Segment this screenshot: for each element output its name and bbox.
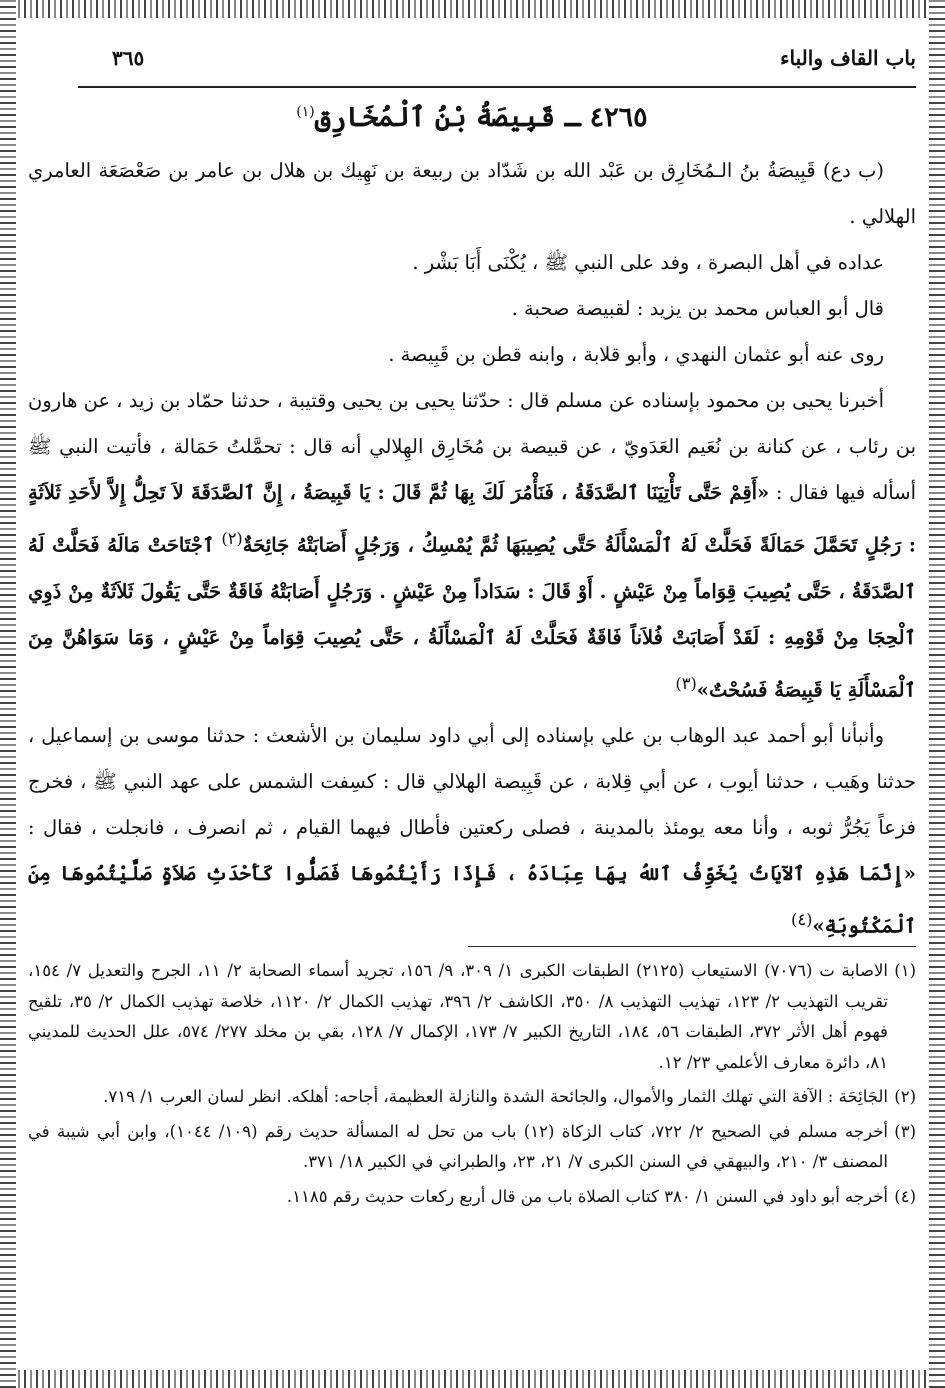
page-border-bottom bbox=[0, 1370, 945, 1388]
footnote-2-text: الجَائِحَة : الآفة التي تهلك الثمار والأموال، والجائحة الشدة والنازلة العظيمة، أجاحه: أهلكه. انظر لسان العرب ١/ ٧١٩. bbox=[103, 1087, 888, 1106]
footnote-ref-3: (٣) bbox=[675, 673, 697, 693]
page-number: ٣٦٥ bbox=[112, 46, 145, 70]
footnotes bbox=[28, 956, 916, 1216]
narrators-paragraph: روى عنه أبو عثمان النهدي ، وأبو قلابة ، وابنه قطن بن قَبِيصة . bbox=[388, 343, 884, 366]
entry-title bbox=[28, 102, 916, 133]
footnote-3-mark: (٣) bbox=[894, 1121, 916, 1141]
hadith-2-paragraph bbox=[28, 713, 916, 950]
entry-title-text: ٤٢٦٥ ـ قَبِيصَةُ بْنُ ٱلْمُخَارِق bbox=[314, 102, 648, 133]
footnote-separator bbox=[468, 946, 916, 947]
hadith-1-matn-continued: ٱجْتَاحَتْ مَالَهُ فَحَلَّتْ لَهُ ٱلصَّدَقَةُ ، حَتَّى يُصِيبَ قِوَاماً مِنْ عَيْشٍ . أَوْ قَالَ : سَدَاداً مِنْ عَيْشٍ . وَرَجُلٍ أَصَابَتْهُ فَاقَةٌ حَتَّى يَقُولَ ثَلاَثَةٌ مِنْ ذَوِي ٱلْحِجَا مِنْ قَوْمِهِ : لَقَدْ أَصَابَتْ فُلاَناً فَاقَةٌ فَحَلَّتْ لَهُ ٱلْمَسْأَلَةُ ، حَتَّى يُصِيبَ قِوَاماً مِنْ عَيْشٍ ، وَمَا سَوَاهُنَّ مِنَ ٱلْمَسْأَلَةِ يَا قَبِيصَةُ فَسُحْتٌ» bbox=[28, 533, 916, 701]
footnote-3 bbox=[28, 1117, 916, 1178]
header-rule bbox=[78, 86, 916, 88]
footnote-ref-2: (٢) bbox=[221, 529, 243, 548]
hadith-2-matn: «إِنَّمَا هَذِهِ ٱلآيَاتُ يُخَوِّفُ ٱللهُ بِهَا عِبَادَهُ ، فَإِذَا رَأَيْتُمُوهَا فَصَلُّوا كَأَحْدَثِ صَلاَةٍ صَلَّيْتُمُوهَا مِنَ ٱلْمَكْتُوبَةِ» bbox=[28, 862, 916, 938]
entry-body bbox=[28, 148, 916, 950]
footnote-2-mark: (٢) bbox=[894, 1087, 916, 1106]
chapter-title: باب القاف والباء bbox=[780, 46, 916, 70]
footnote-2 bbox=[28, 1082, 916, 1113]
footnote-ref-1: (١) bbox=[296, 104, 315, 120]
page-border-right bbox=[929, 0, 945, 1388]
hadith-2-isnad: وأنبأنا أبو أحمد عبد الوهاب بن علي بإسناده إلى أبي داود سليمان بن الأشعث : حدثنا موسى بن إسماعيل ، حدثنا وهَيب ، حدثنا أيوب ، عن أبي قِلابة ، عن قَبِيصة الهلالي قال : كسِفت الشمس على عهد النبي ﷺ ، فخرج فزعاً يَجُرُّ ثوبه ، وأنا معه يومئذ بالمدينة ، فصلى ركعتين فأطال فيهما القيام ، ثم انصرف ، فانجلت ، فقال : bbox=[28, 724, 916, 839]
footnote-4 bbox=[28, 1182, 916, 1213]
footnote-3-text: أخرجه مسلم في الصحيح ٢/ ٧٢٢، كتاب الزكاة (١٢) باب من تحل له المسألة حديث رقم (١٠٩/ ١٠٤٤)، وابن أبي شيبة في المصنف ٣/ ٢١٠، والبيهقي في السنن الكبرى ٧/ ٢١، ٢٣، والطبراني في الكبير ١٨/ ٣٧١. bbox=[28, 1121, 888, 1171]
footnote-1-mark: (١) bbox=[894, 961, 916, 980]
page-border-top bbox=[0, 0, 945, 18]
footnote-1-text: الاصابة ت (٧٠٧٦) الاستيعاب (٢١٢٥) الطبقات الكبرى ١/ ٣٠٩، ٩/ ١٥٦، تجريد أسماء الصحابة ٢/ ١١، الجرح والتعديل ٧/ ١٥٤، تقريب التهذيب ٢/ ١٢٣، تهذيب التهذيب ٨/ ٣٥٠، الكاشف ٢/ ٣٩٦، تهذيب الكمال ٢/ ١١٢٠، خلاصة تهذيب الكمال ٢/ ٣٥، تلقيح فهوم أهل الأثر ٣٧٢، الطبقات ٥٦، ١٨٤، التاريخ الكبير ٧/ ١٧٣، الإكمال ٧/ ١٢٨، بقي بن مخلد ٢٧٧/ ٥٧٤، علل الحديث للمديني ٨١، دائرة معارف الأعلمي ٢٣/ ١٢. bbox=[28, 961, 888, 1072]
page-border-left bbox=[0, 0, 16, 1388]
hadith-1-paragraph bbox=[28, 378, 916, 713]
footnote-4-text: أخرجه أبو داود في السنن ١/ ٣٨٠ كتاب الصلاة باب من قال أربع ركعات حديث رقم ١١٨٥. bbox=[286, 1186, 888, 1206]
lineage-paragraph: (ب دع) قَبِيصَةُ بنُ الـمُخَارِق بن عَبْد الله بن شَدّاد بن ربيعة بن نَهِيك بن هلال بن عامر بن صَعْصَعَة العامري الهلالي . bbox=[28, 159, 916, 228]
footnote-ref-4: (٤) bbox=[790, 910, 813, 929]
residence-paragraph: عداده في أهل البصرة ، وفد على النبي ﷺ ، يُكْنَى أَبَا بَشْر . bbox=[412, 251, 884, 274]
companionship-paragraph: قال أبو العباس محمد بن يزيد : لقبيصة صحبة . bbox=[511, 297, 884, 320]
running-header bbox=[28, 38, 916, 78]
footnote-4-mark: (٤) bbox=[894, 1186, 916, 1206]
hadith-1-matn: «أَقِمْ حَتَّى تَأْتِيَنَا ٱلصَّدَقَةُ ، فَنَأْمُرَ لَكَ بِهَا ثُمَّ قَالَ : يَا قَبِيصَةُ ، إِنَّ ٱلصَّدَقَةَ لاَ تَحِلُّ إِلاَّ لأَحَدِ ثَلاَثَةٍ : رَجُلٍ تَحَمَّلَ حَمَالَةً فَحَلَّتْ لَهُ ٱلْمَسْأَلَةُ حَتَّى يُصِيبَهَا ثُمَّ يُمْسِكُ ، وَرَجُلٍ أَصَابَتْهُ جَائِحَةٌ bbox=[28, 481, 916, 557]
footnote-1 bbox=[28, 956, 916, 1078]
hadith-1-isnad: أخبرنا يحيى بن محمود بإسناده عن مسلم قال : حدّثنا يحيى بن يحيى وقتيبة ، حدثنا حمّاد بن زيد ، عن هارون بن رئاب ، عن كنانة بن نُعَيم العَدَويّ ، عن قبيصة بن مُخَارِق الهِلالي أنه قال : تحمَّلتُ حَمَالة ، فأتيت النبي ﷺ أسأله فيها فقال : bbox=[28, 389, 916, 504]
book-page bbox=[28, 28, 916, 1358]
